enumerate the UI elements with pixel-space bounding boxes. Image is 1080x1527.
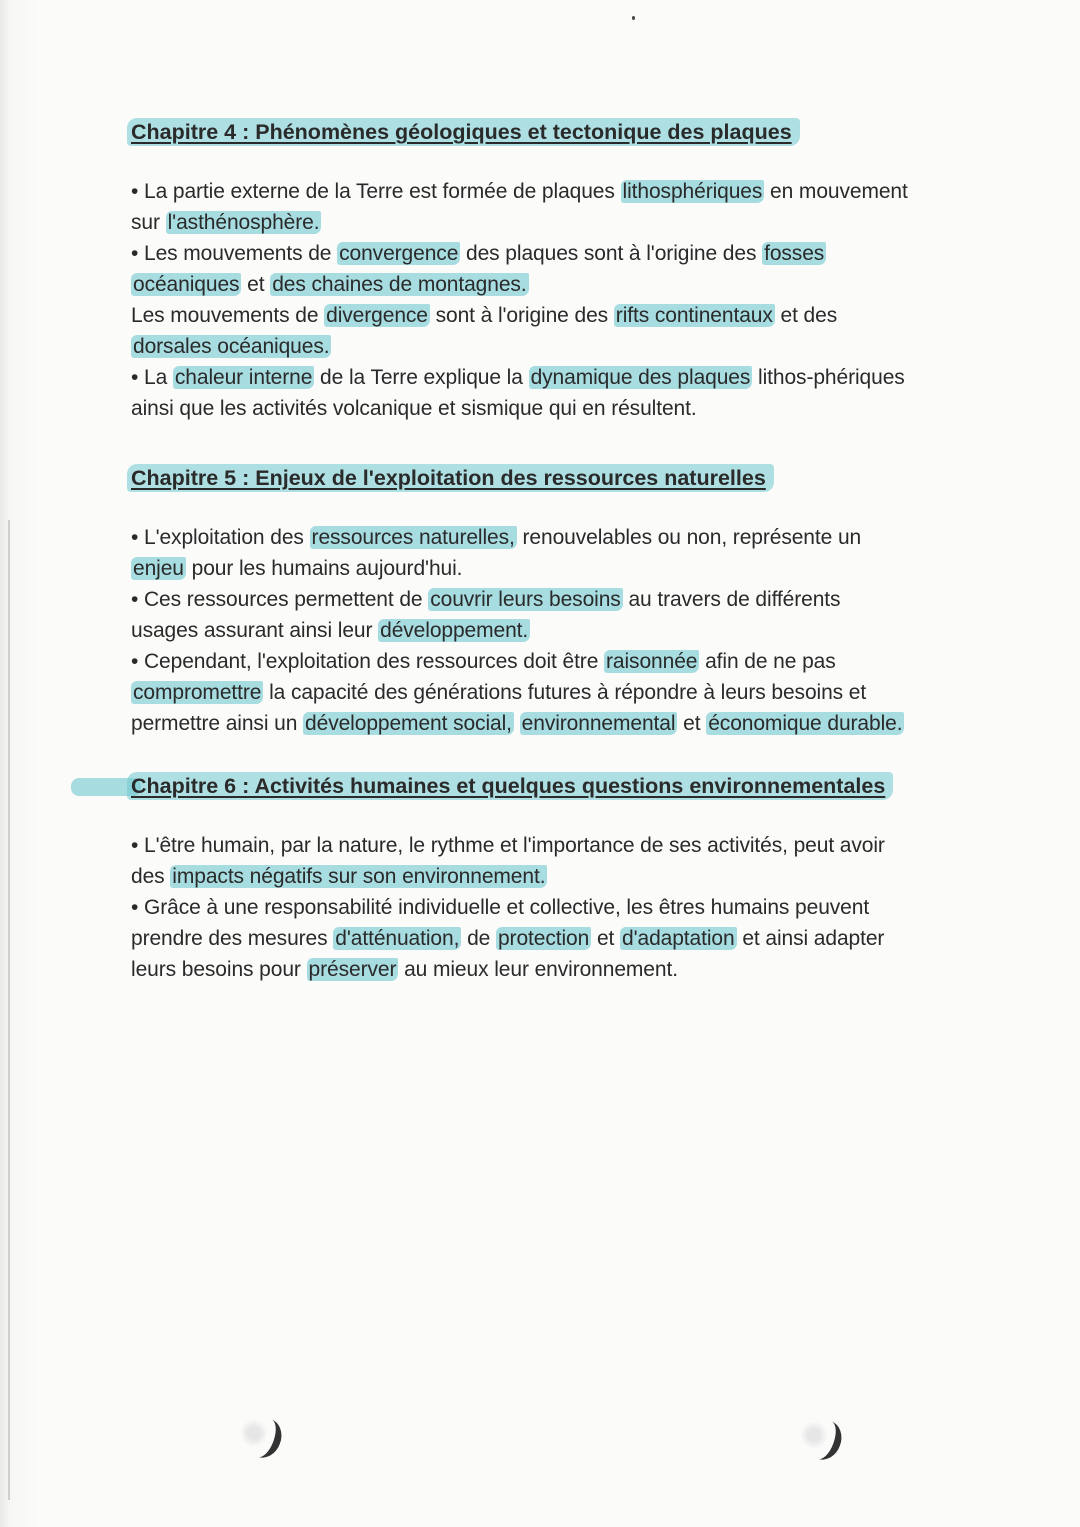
text-line: • La partie externe de la Terre est formée de plaques lithosphériques en mouvement (131, 180, 908, 203)
highlighted-phrase: d'atténuation, (335, 927, 460, 950)
highlighted-phrase: océaniques (133, 273, 240, 296)
text-line: compromettre la capacité des générations futures à répondre à leurs besoins et (133, 681, 867, 704)
text-line: océaniques et des chaines de montagnes. (133, 273, 527, 296)
highlighted-phrase: couvrir leurs besoins (430, 588, 621, 611)
highlighted-phrase: dynamique des plaques (530, 366, 751, 389)
chapter-5 (131, 464, 1011, 739)
highlighted-phrase: divergence (326, 304, 428, 327)
highlighted-phrase: ressources naturelles, (311, 526, 515, 549)
text-line: • Grâce à une responsabilité individuelle et collective, les êtres humains peuvent (131, 896, 870, 919)
chapter-body (131, 522, 1011, 739)
binder-hole-right (802, 1416, 847, 1465)
highlighted-phrase: environnemental (521, 712, 676, 735)
text-line: leurs besoins pour préserver au mieux leur environnement. (131, 958, 678, 981)
highlighted-phrase: raisonnée (606, 650, 698, 673)
chapter-body (131, 176, 1011, 424)
highlighted-phrase: développement social, (305, 712, 512, 735)
text-line: • Les mouvements de convergence des plaques sont à l'origine des fosses (131, 242, 825, 265)
highlighted-phrase: d'adaptation (622, 927, 735, 950)
highlighted-phrase: convergence (339, 242, 459, 265)
text-line: enjeu pour les humains aujourd'hui. (133, 557, 463, 580)
highlighted-phrase: protection (497, 927, 590, 950)
chapter-6 (131, 772, 1011, 985)
highlighted-phrase: enjeu (133, 557, 184, 580)
highlighted-phrase: l'asthénosphère. (167, 211, 320, 234)
chapter-title: Chapitre 6 : Activités humaines et quelques questions environnementales (127, 772, 893, 800)
text-line: prendre des mesures d'atténuation, de protection et d'adaptation et ainsi adapter (131, 927, 885, 950)
highlighted-phrase: lithosphériques (622, 180, 763, 203)
highlighted-phrase: des chaines de montagnes. (272, 273, 527, 296)
highlighted-phrase: dorsales océaniques. (133, 335, 330, 358)
text-line: • L'être humain, par la nature, le rythme et l'importance de ses activités, peut avoir (131, 834, 885, 857)
text-line: permettre ainsi un développement social, environnemental et économique durable. (131, 712, 903, 735)
highlighted-phrase: impacts négatifs sur son environnement. (172, 865, 546, 888)
highlighted-phrase: développement. (380, 619, 529, 642)
chapter-title: Chapitre 4 : Phénomènes géologiques et tectonique des plaques (127, 118, 800, 146)
text-line: • Cependant, l'exploitation des ressources doit être raisonnée afin de ne pas (131, 650, 836, 673)
chapter-4 (131, 118, 1011, 424)
highlighted-phrase: fosses (764, 242, 825, 265)
text-line: • La chaleur interne de la Terre explique la dynamique des plaques lithos-phériques (131, 366, 905, 389)
text-line: Les mouvements de divergence sont à l'origine des rifts continentaux et des (131, 304, 838, 327)
text-line: usages assurant ainsi leur développement. (131, 619, 529, 642)
highlighted-phrase: rifts continentaux (615, 304, 773, 327)
highlighted-phrase: préserver (308, 958, 397, 981)
text-line (131, 331, 1011, 362)
text-line: • L'exploitation des ressources naturelles, renouvelables ou non, représente un (131, 526, 862, 549)
highlighted-phrase: chaleur interne (174, 366, 313, 389)
binder-hole-left (242, 1414, 287, 1463)
text-line: • Ces ressources permettent de couvrir leurs besoins au travers de différents (131, 588, 841, 611)
highlighted-phrase: compromettre (133, 681, 262, 704)
text-line: sur l'asthénosphère. (131, 211, 320, 234)
text-line: des impacts négatifs sur son environnement. (131, 865, 546, 888)
ink-speck (632, 16, 635, 20)
highlighted-phrase: économique durable. (708, 712, 903, 735)
chapter-body (131, 830, 1011, 985)
text-line: ainsi que les activités volcanique et sismique qui en résultent. (131, 397, 697, 420)
chapter-title: Chapitre 5 : Enjeux de l'exploitation des ressources naturelles (127, 464, 774, 492)
page-edge-line (8, 520, 10, 1500)
